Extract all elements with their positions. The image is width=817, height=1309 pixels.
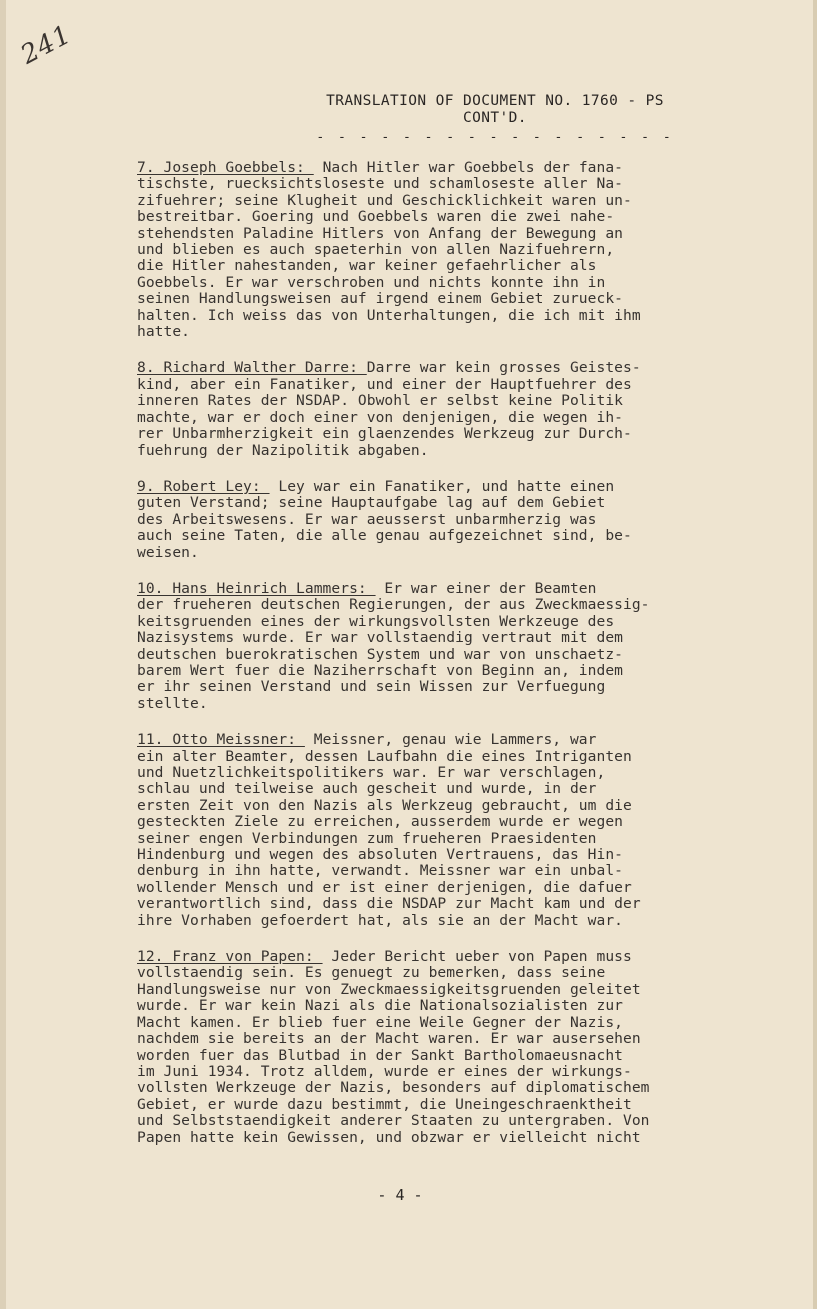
text-line: [137, 781, 727, 797]
text-line: [137, 528, 727, 544]
line-text: seinen Handlungsweisen auf irgend einem Gebiet zurueck-: [137, 290, 623, 308]
paragraph: [137, 581, 727, 712]
text-line: [137, 291, 727, 307]
document-header: [300, 93, 690, 146]
text-line: [137, 949, 727, 965]
text-line: [137, 998, 727, 1014]
paragraph: [137, 360, 727, 458]
line-text: Goebbels. Er war verschroben und nichts konnte ihn in: [137, 273, 606, 291]
paragraph-heading: 8. Richard Walther Darre:: [137, 359, 367, 377]
text-line: [137, 765, 727, 781]
line-text: Jeder Bericht ueber von Papen muss: [322, 948, 632, 966]
text-line: [137, 982, 727, 998]
text-line: [137, 176, 727, 192]
text-line: [137, 209, 727, 225]
text-line: [137, 1031, 727, 1047]
text-line: [137, 275, 727, 291]
text-line: [137, 443, 727, 459]
line-text: verantwortlich sind, dass die NSDAP zur Macht kam und der: [137, 895, 641, 913]
paragraph-heading: 9. Robert Ley:: [137, 477, 270, 495]
text-line: [137, 193, 727, 209]
text-line: [137, 732, 727, 748]
paper-edge: [813, 0, 817, 1309]
line-text: weisen.: [137, 543, 199, 561]
document-body: [137, 160, 727, 1166]
line-text: denburg in ihn hatte, verwandt. Meissner war ein unbal-: [137, 862, 623, 880]
text-line: [137, 324, 727, 340]
line-text: des Arbeitswesens. Er war aeusserst unbarmherzig was: [137, 510, 597, 528]
page-number: - 4 -: [377, 1186, 423, 1204]
text-line: [137, 495, 727, 511]
text-line: [137, 630, 727, 646]
line-text: deutschen buerokratischen System und war von unschaetz-: [137, 645, 623, 663]
line-text: hatte.: [137, 323, 191, 341]
text-line: [137, 410, 727, 426]
line-text: guten Verstand; seine Hauptaufgabe lag auf dem Gebiet: [137, 494, 606, 512]
text-line: [137, 360, 727, 376]
line-text: wollender Mensch und er ist einer derjenigen, die dafuer: [137, 878, 632, 896]
text-line: [137, 545, 727, 561]
paragraph: [137, 732, 727, 929]
line-text: auch seine Taten, die alle genau aufgezeichnet sind, be-: [137, 527, 632, 545]
text-line: [137, 798, 727, 814]
handwritten-page-number: 241: [16, 19, 77, 71]
line-text: Hindenburg und wegen des absoluten Vertrauens, das Hin-: [137, 846, 623, 864]
paragraph-heading: 12. Franz von Papen:: [137, 948, 323, 966]
line-text: ein alter Beamter, dessen Laufbahn die eines Intriganten: [137, 747, 632, 765]
text-line: [137, 1097, 727, 1113]
header-rule: - - - - - - - - - - - - - - - - -: [316, 130, 674, 145]
text-line: [137, 663, 727, 679]
text-line: [137, 377, 727, 393]
paragraph-heading: 7. Joseph Goebbels:: [137, 159, 314, 176]
text-line: [137, 1130, 727, 1146]
line-text: Er war einer der Beamten: [375, 579, 597, 597]
text-line: [137, 679, 727, 695]
line-text: halten. Ich weiss das von Unterhaltungen, die ich mit ihm: [137, 306, 641, 324]
text-line: [137, 647, 727, 663]
line-text: Gebiet, er wurde dazu bestimmt, die Uneingeschraenktheit: [137, 1095, 632, 1113]
line-text: er ihr seinen Verstand und sein Wissen zur Verfuegung: [137, 678, 606, 696]
line-text: nachdem sie bereits an der Macht waren. Er war ausersehen: [137, 1030, 641, 1048]
line-text: seiner engen Verbindungen zum frueheren Praesidenten: [137, 829, 597, 847]
line-text: keitsgruenden eines der wirkungsvollsten Werkzeuge des: [137, 612, 615, 630]
line-text: worden fuer das Blutbad in der Sankt Bartholomaeusnacht: [137, 1046, 623, 1064]
line-text: kind, aber ein Fanatiker, und einer der Hauptfuehrer des: [137, 375, 632, 393]
line-text: Nazisystems wurde. Er war vollstaendig vertraut mit dem: [137, 629, 623, 647]
paragraph-heading: 11. Otto Meissner:: [137, 731, 305, 749]
line-text: Macht kamen. Er blieb fuer eine Weile Gegner der Nazis,: [137, 1013, 623, 1031]
line-text: fuehrung der Nazipolitik abgaben.: [137, 441, 429, 459]
text-line: [137, 814, 727, 830]
line-text: Darre war kein grosses Geistes-: [366, 359, 641, 377]
line-text: wurde. Er war kein Nazi als die Nationalsozialisten zur: [137, 997, 623, 1015]
line-text: tischste, ruecksichtsloseste und schamloseste aller Na-: [137, 175, 623, 193]
line-text: und Nuetzlichkeitspolitikers war. Er war verschlagen,: [137, 764, 606, 781]
line-text: zifuehrer; seine Klugheit und Geschicklichkeit waren un-: [137, 191, 632, 209]
text-line: [137, 160, 727, 176]
paragraph: [137, 160, 727, 340]
text-line: [137, 749, 727, 765]
text-line: [137, 581, 727, 597]
line-text: bestreitbar. Goering und Goebbels waren die zwei nahe-: [137, 208, 615, 226]
line-text: gesteckten Ziele zu erreichen, ausserdem wurde er wegen: [137, 813, 623, 831]
text-line: [137, 1113, 727, 1129]
line-text: machte, war er doch einer von denjenigen, die wegen ih-: [137, 408, 623, 426]
line-text: barem Wert fuer die Naziherrschaft von Beginn an, indem: [137, 661, 623, 679]
text-line: [137, 1048, 727, 1064]
text-line: [137, 479, 727, 495]
text-line: [137, 847, 727, 863]
text-line: [137, 226, 727, 242]
document-title: TRANSLATION OF DOCUMENT NO. 1760 - PS: [326, 93, 664, 109]
text-line: [137, 863, 727, 879]
text-line: [137, 512, 727, 528]
line-text: vollsten Werkzeuge der Nazis, besonders auf diplomatischem: [137, 1079, 650, 1097]
line-text: Papen hatte kein Gewissen, und obzwar er vielleicht nicht: [137, 1128, 641, 1146]
text-line: [137, 831, 727, 847]
line-text: Nach Hitler war Goebbels der fana-: [313, 159, 624, 176]
text-line: [137, 597, 727, 613]
paragraph: [137, 949, 727, 1146]
line-text: stellte.: [137, 694, 208, 712]
text-line: [137, 242, 727, 258]
paragraph-heading: 10. Hans Heinrich Lammers:: [137, 579, 376, 597]
line-text: im Juni 1934. Trotz alldem, wurde er eines der wirkungs-: [137, 1062, 632, 1080]
line-text: Ley war ein Fanatiker, und hatte einen: [269, 477, 615, 495]
line-text: ersten Zeit von den Nazis als Werkzeug gebraucht, um die: [137, 796, 632, 814]
line-text: der frueheren deutschen Regierungen, der aus Zweckmaessig-: [137, 596, 650, 614]
line-text: die Hitler nahestanden, war keiner gefaehrlicher als: [137, 257, 597, 275]
text-line: [137, 308, 727, 324]
line-text: und Selbststaendigkeit anderer Staaten zu untergraben. Von: [137, 1112, 650, 1130]
text-line: [137, 426, 727, 442]
line-text: stehendsten Paladine Hitlers von Anfang der Bewegung an: [137, 224, 623, 242]
text-line: [137, 393, 727, 409]
line-text: vollstaendig sein. Es genuegt zu bemerken, dass seine: [137, 964, 606, 982]
line-text: Handlungsweise nur von Zweckmaessigkeitsgruenden geleitet: [137, 980, 641, 998]
text-line: [137, 880, 727, 896]
line-text: Meissner, genau wie Lammers, war: [304, 731, 597, 749]
text-line: [137, 896, 727, 912]
line-text: und blieben es auch spaeterhin von allen Nazifuehrern,: [137, 241, 615, 259]
document-title-continued: CONT'D.: [463, 110, 527, 126]
text-line: [137, 614, 727, 630]
line-text: ihre Vorhaben gefoerdert hat, als sie an der Macht war.: [137, 911, 623, 929]
text-line: [137, 258, 727, 274]
line-text: inneren Rates der NSDAP. Obwohl er selbst keine Politik: [137, 392, 623, 410]
paper-edge: [0, 0, 6, 1309]
text-line: [137, 1080, 727, 1096]
text-line: [137, 696, 727, 712]
text-line: [137, 965, 727, 981]
paragraph: [137, 479, 727, 561]
line-text: schlau und teilweise auch gescheit und wurde, in der: [137, 780, 597, 798]
text-line: [137, 913, 727, 929]
text-line: [137, 1015, 727, 1031]
text-line: [137, 1064, 727, 1080]
line-text: rer Unbarmherzigkeit ein glaenzendes Werkzeug zur Durch-: [137, 425, 632, 443]
